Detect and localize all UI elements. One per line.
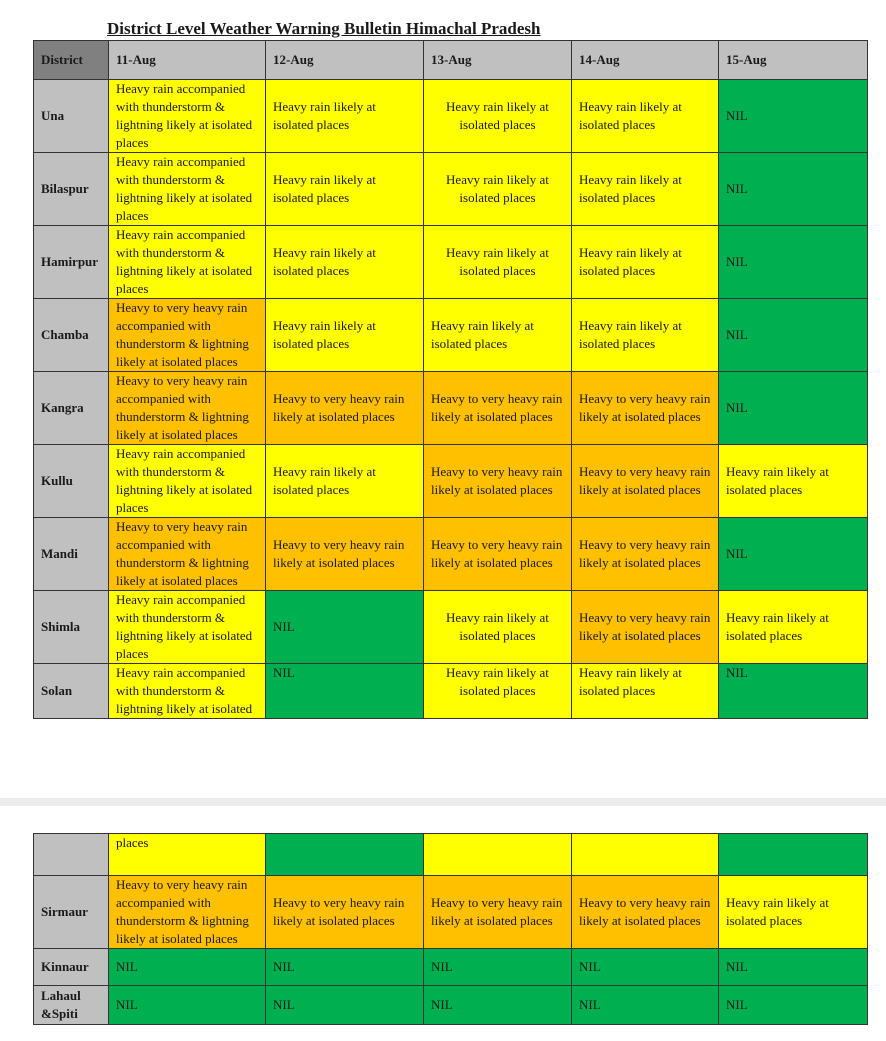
warning-cell: Heavy rain likely at isolated places [572,226,719,299]
warning-cell: Heavy rain likely at isolated places [424,664,572,719]
warning-table-page-1 [33,40,868,719]
warning-cell: NIL [266,949,424,986]
bulletin-title: District Level Weather Warning Bulletin Himachal Pradesh [107,19,541,38]
warning-cell: Heavy rain likely at isolated places [424,591,572,664]
warning-cell: Heavy rain accompanied with thunderstorm & lightning likely at isolated places [109,153,266,226]
warning-cell: NIL [266,986,424,1025]
district-name: Hamirpur [34,226,109,299]
warning-cell: NIL [109,949,266,986]
warning-cell: Heavy rain likely at isolated places [424,226,572,299]
date-header: 14-Aug [572,41,719,80]
warning-cell: NIL [719,153,868,226]
district-name [34,834,109,876]
date-header: 13-Aug [424,41,572,80]
warning-cell: Heavy rain likely at isolated places [572,299,719,372]
warning-cell: Heavy rain likely at isolated places [572,80,719,153]
date-header: 12-Aug [266,41,424,80]
district-name: Bilaspur [34,153,109,226]
warning-cell: Heavy rain accompanied with thunderstorm & lightning likely at isolated places [109,445,266,518]
warning-cell: Heavy to very heavy rain likely at isolated places [266,518,424,591]
warning-cell: Heavy rain likely at isolated places [424,153,572,226]
warning-cell: Heavy rain accompanied with thunderstorm & lightning likely at isolated [109,664,266,719]
warning-cell: NIL [719,372,868,445]
warning-cell: Heavy to very heavy rain likely at isolated places [572,445,719,518]
table-header-row [34,41,868,80]
warning-cell: Heavy rain likely at isolated places [572,153,719,226]
district-name: Kangra [34,372,109,445]
page-break [0,798,886,806]
warning-table-page-2 [33,833,868,1025]
warning-cell: Heavy rain likely at isolated places [266,80,424,153]
warning-cell: Heavy to very heavy rain likely at isolated places [572,591,719,664]
warning-cell: Heavy to very heavy rain accompanied with thunderstorm & lightning likely at isolated places [109,518,266,591]
warning-cell: Heavy to very heavy rain likely at isolated places [424,876,572,949]
warning-cell: Heavy to very heavy rain likely at isolated places [424,372,572,445]
warning-cell: Heavy to very heavy rain likely at isolated places [266,372,424,445]
table-row [34,591,868,664]
warning-cell: NIL [719,518,868,591]
district-name: Shimla [34,591,109,664]
district-name: Kinnaur [34,949,109,986]
warning-cell: NIL [424,986,572,1025]
district-column-header: District [34,41,109,80]
warning-cell [572,834,719,876]
table-row [34,986,868,1025]
district-name: Mandi [34,518,109,591]
district-name: Una [34,80,109,153]
warning-cell: NIL [109,986,266,1025]
table-row [34,949,868,986]
warning-cell: NIL [424,949,572,986]
warning-cell: NIL [572,949,719,986]
district-name: Lahaul &Spiti [34,986,109,1025]
warning-cell: Heavy to very heavy rain likely at isolated places [572,372,719,445]
table-row [34,153,868,226]
warning-cell: Heavy to very heavy rain likely at isolated places [572,518,719,591]
warning-cell: Heavy to very heavy rain likely at isolated places [424,518,572,591]
warning-cell: NIL [266,591,424,664]
table-row [34,299,868,372]
warning-cell: Heavy rain likely at isolated places [266,153,424,226]
warning-cell: Heavy to very heavy rain likely at isolated places [572,876,719,949]
warning-cell: Heavy rain likely at isolated places [266,445,424,518]
warning-cell: Heavy rain likely at isolated places [424,80,572,153]
district-name: Solan [34,664,109,719]
table-row [34,876,868,949]
date-header: 15-Aug [719,41,868,80]
warning-cell: Heavy rain likely at isolated places [572,664,719,719]
table-row [34,834,868,876]
warning-cell: NIL [719,664,868,719]
warning-cell [424,834,572,876]
warning-cell [266,834,424,876]
warning-cell: Heavy to very heavy rain accompanied with thunderstorm & lightning likely at isolated places [109,299,266,372]
table-row [34,226,868,299]
warning-cell: Heavy to very heavy rain accompanied with thunderstorm & lightning likely at isolated places [109,876,266,949]
warning-cell: NIL [266,664,424,719]
warning-cell: NIL [719,986,868,1025]
warning-cell: NIL [719,226,868,299]
table-row [34,445,868,518]
district-name: Chamba [34,299,109,372]
warning-cell: NIL [719,949,868,986]
warning-cell: NIL [719,80,868,153]
date-header: 11-Aug [109,41,266,80]
district-name: Kullu [34,445,109,518]
warning-cell: Heavy rain accompanied with thunderstorm & lightning likely at isolated places [109,226,266,299]
warning-cell: Heavy to very heavy rain accompanied with thunderstorm & lightning likely at isolated places [109,372,266,445]
warning-cell: Heavy rain accompanied with thunderstorm & lightning likely at isolated places [109,591,266,664]
warning-cell: Heavy rain likely at isolated places [719,445,868,518]
warning-cell: Heavy rain likely at isolated places [266,226,424,299]
warning-cell: NIL [719,299,868,372]
warning-cell: Heavy rain likely at isolated places [719,591,868,664]
district-name: Sirmaur [34,876,109,949]
table-row [34,664,868,719]
warning-cell: NIL [572,986,719,1025]
warning-cell: Heavy to very heavy rain likely at isolated places [424,445,572,518]
warning-cell [719,834,868,876]
warning-cell: places [109,834,266,876]
table-row [34,80,868,153]
warning-cell: Heavy rain likely at isolated places [266,299,424,372]
warning-cell: Heavy rain accompanied with thunderstorm & lightning likely at isolated places [109,80,266,153]
warning-cell: Heavy to very heavy rain likely at isolated places [266,876,424,949]
warning-cell: Heavy rain likely at isolated places [424,299,572,372]
table-row [34,372,868,445]
table-row [34,518,868,591]
warning-cell: Heavy rain likely at isolated places [719,876,868,949]
